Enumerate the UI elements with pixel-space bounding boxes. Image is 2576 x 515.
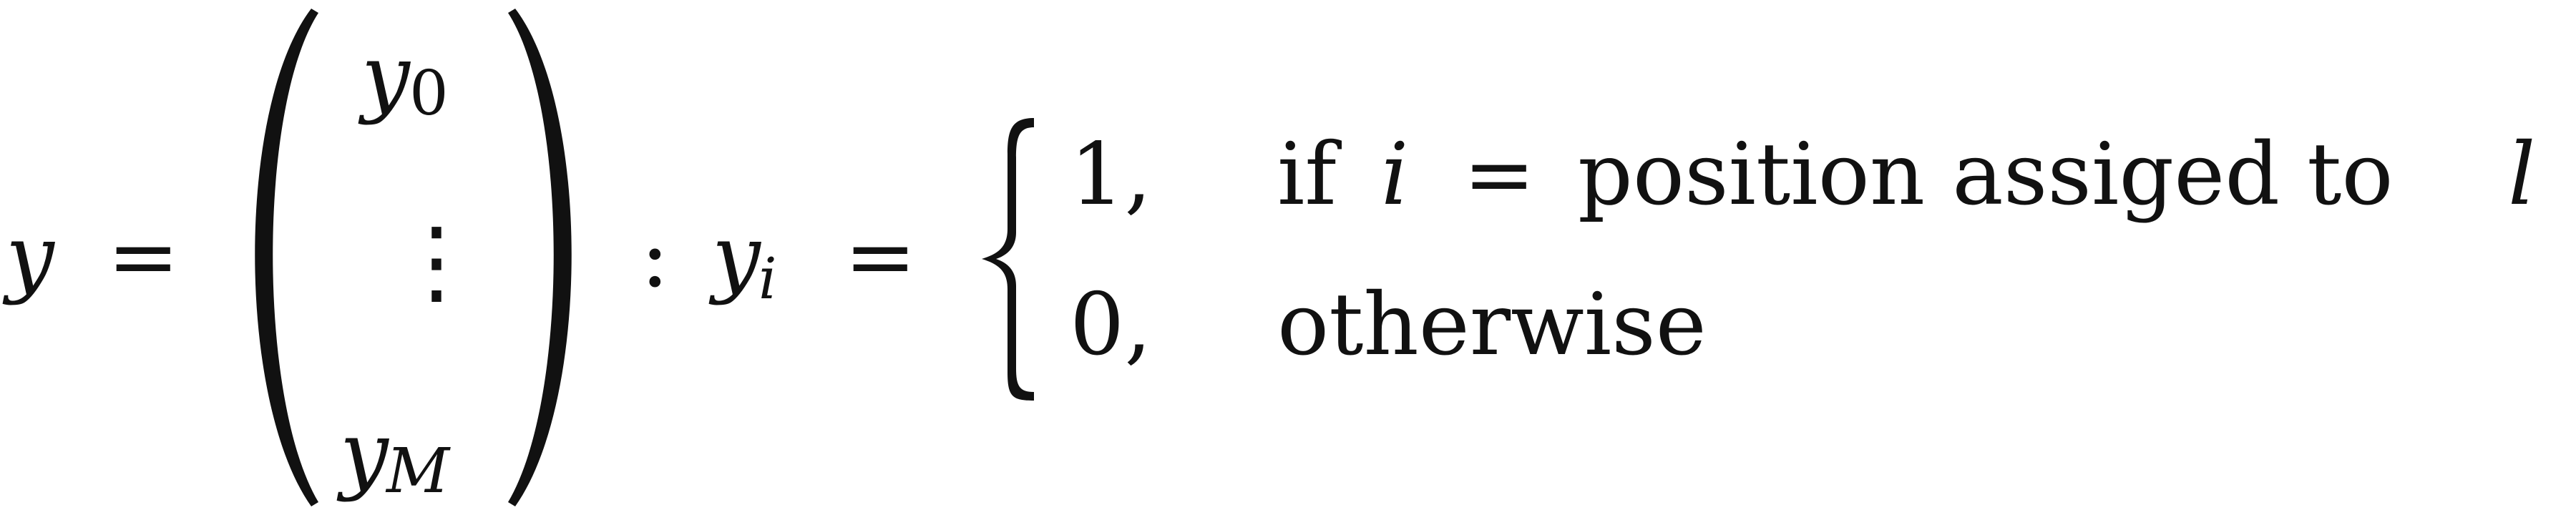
equals-sign-2: = [844,207,917,307]
vector-bottom-var: y [340,404,389,504]
case-1-if: if [1277,125,1337,225]
component-subscript: i [758,245,777,312]
vector-vertical-ellipsis: ⋮ [390,207,483,315]
vector-bottom-subscript: M [386,436,450,507]
left-parenthesis [255,9,318,506]
left-brace [982,118,1034,401]
right-parenthesis [508,9,572,506]
case-1-value: 1, [1070,125,1152,225]
case-1-index-var: i [1381,125,1409,225]
case-1-condition-text: position assiged to [1578,125,2394,225]
case-2-value: 0, [1070,275,1152,375]
case-1-equals: = [1463,125,1536,225]
vector-top-var: y [361,27,410,127]
equals-sign: = [107,207,180,307]
colon: : [640,207,670,307]
case-2-condition-text: otherwise [1277,275,1707,375]
lhs-variable: y [6,207,54,307]
vector-top-subscript: 0 [409,58,449,129]
component-var: y [712,207,761,307]
case-1-end-var: l [2508,125,2536,225]
